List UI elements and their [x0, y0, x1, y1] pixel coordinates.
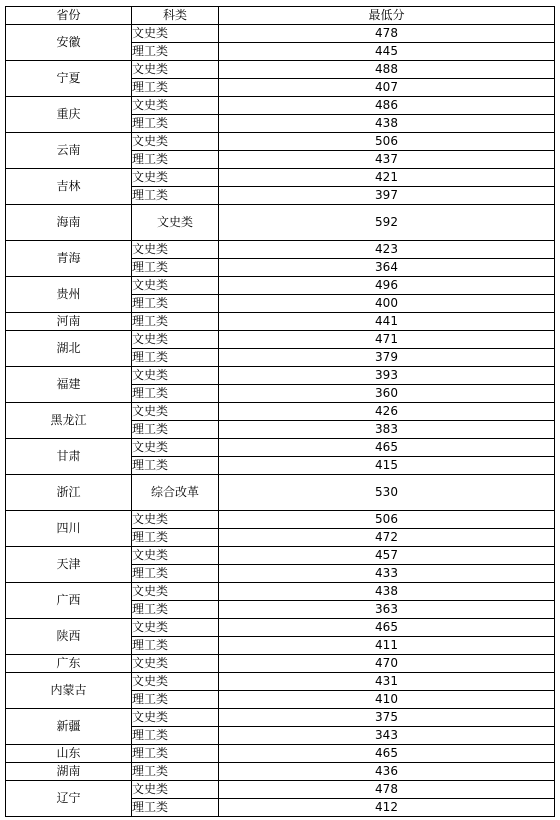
min-score-cell: 423: [219, 241, 555, 259]
category-cell: 文史类: [132, 169, 219, 187]
table-row: [6, 709, 555, 727]
table-row: [6, 619, 555, 637]
province-cell: 海南: [6, 205, 132, 241]
category-cell: 理工类: [132, 115, 219, 133]
province-cell: 青海: [6, 241, 132, 277]
min-score-cell: 506: [219, 511, 555, 529]
category-cell: 文史类: [132, 583, 219, 601]
min-score-cell: 411: [219, 637, 555, 655]
province-cell: 湖南: [6, 763, 132, 781]
province-cell: 云南: [6, 133, 132, 169]
table-row: [6, 331, 555, 349]
min-score-cell: 496: [219, 277, 555, 295]
province-cell: 陕西: [6, 619, 132, 655]
category-cell: 文史类: [132, 511, 219, 529]
province-cell: 天津: [6, 547, 132, 583]
table-row: [6, 97, 555, 115]
province-cell: 黑龙江: [6, 403, 132, 439]
min-score-cell: 488: [219, 61, 555, 79]
table-row: [6, 511, 555, 529]
category-cell: 理工类: [132, 187, 219, 205]
category-cell: 文史类: [132, 673, 219, 691]
category-cell: 理工类: [132, 421, 219, 439]
header-category: 科类: [132, 7, 219, 25]
category-cell: 理工类: [132, 79, 219, 97]
score-table: [5, 6, 555, 817]
min-score-cell: 379: [219, 349, 555, 367]
header-province: 省份: [6, 7, 132, 25]
min-score-cell: 375: [219, 709, 555, 727]
table-row: [6, 745, 555, 763]
category-cell: 综合改革: [132, 475, 219, 511]
category-cell: 理工类: [132, 349, 219, 367]
category-cell: 理工类: [132, 457, 219, 475]
min-score-cell: 472: [219, 529, 555, 547]
table-row: [6, 133, 555, 151]
province-cell: 山东: [6, 745, 132, 763]
province-cell: 重庆: [6, 97, 132, 133]
min-score-cell: 478: [219, 781, 555, 799]
table-row: [6, 583, 555, 601]
category-cell: 文史类: [132, 241, 219, 259]
category-cell: 文史类: [132, 367, 219, 385]
table-row: [6, 25, 555, 43]
category-cell: 理工类: [132, 43, 219, 61]
table-row: [6, 169, 555, 187]
province-cell: 广东: [6, 655, 132, 673]
header-row: [6, 7, 555, 25]
province-cell: 安徽: [6, 25, 132, 61]
min-score-cell: 383: [219, 421, 555, 439]
table-row: [6, 547, 555, 565]
table-row: [6, 313, 555, 331]
min-score-cell: 478: [219, 25, 555, 43]
province-cell: 广西: [6, 583, 132, 619]
min-score-cell: 421: [219, 169, 555, 187]
table-row: [6, 475, 555, 511]
min-score-cell: 393: [219, 367, 555, 385]
category-cell: 理工类: [132, 763, 219, 781]
category-cell: 文史类: [132, 205, 219, 241]
category-cell: 文史类: [132, 547, 219, 565]
min-score-cell: 426: [219, 403, 555, 421]
min-score-cell: 397: [219, 187, 555, 205]
category-cell: 文史类: [132, 97, 219, 115]
min-score-cell: 471: [219, 331, 555, 349]
min-score-cell: 465: [219, 745, 555, 763]
province-cell: 湖北: [6, 331, 132, 367]
min-score-cell: 470: [219, 655, 555, 673]
min-score-cell: 486: [219, 97, 555, 115]
category-cell: 理工类: [132, 313, 219, 331]
header-min-score: 最低分: [219, 7, 555, 25]
min-score-cell: 410: [219, 691, 555, 709]
min-score-cell: 437: [219, 151, 555, 169]
table-row: [6, 403, 555, 421]
province-cell: 宁夏: [6, 61, 132, 97]
min-score-cell: 407: [219, 79, 555, 97]
table-row: [6, 367, 555, 385]
category-cell: 文史类: [132, 331, 219, 349]
province-cell: 福建: [6, 367, 132, 403]
min-score-cell: 465: [219, 619, 555, 637]
category-cell: 理工类: [132, 295, 219, 313]
category-cell: 理工类: [132, 727, 219, 745]
category-cell: 理工类: [132, 637, 219, 655]
min-score-cell: 465: [219, 439, 555, 457]
min-score-cell: 412: [219, 799, 555, 817]
category-cell: 理工类: [132, 799, 219, 817]
min-score-cell: 592: [219, 205, 555, 241]
category-cell: 文史类: [132, 277, 219, 295]
min-score-cell: 438: [219, 115, 555, 133]
category-cell: 文史类: [132, 439, 219, 457]
min-score-cell: 360: [219, 385, 555, 403]
table-row: [6, 763, 555, 781]
table-row: [6, 673, 555, 691]
table-row: [6, 439, 555, 457]
min-score-cell: 436: [219, 763, 555, 781]
province-cell: 吉林: [6, 169, 132, 205]
category-cell: 文史类: [132, 709, 219, 727]
min-score-cell: 343: [219, 727, 555, 745]
province-cell: 新疆: [6, 709, 132, 745]
table-row: [6, 277, 555, 295]
category-cell: 理工类: [132, 529, 219, 547]
min-score-cell: 438: [219, 583, 555, 601]
province-cell: 河南: [6, 313, 132, 331]
table-row: [6, 241, 555, 259]
category-cell: 文史类: [132, 619, 219, 637]
min-score-cell: 364: [219, 259, 555, 277]
category-cell: 文史类: [132, 61, 219, 79]
min-score-cell: 441: [219, 313, 555, 331]
min-score-cell: 400: [219, 295, 555, 313]
province-cell: 四川: [6, 511, 132, 547]
province-cell: 浙江: [6, 475, 132, 511]
min-score-cell: 433: [219, 565, 555, 583]
category-cell: 理工类: [132, 565, 219, 583]
table-row: [6, 205, 555, 241]
category-cell: 文史类: [132, 781, 219, 799]
province-cell: 贵州: [6, 277, 132, 313]
score-table-body: [6, 7, 555, 817]
min-score-cell: 457: [219, 547, 555, 565]
category-cell: 理工类: [132, 385, 219, 403]
province-cell: 甘肃: [6, 439, 132, 475]
category-cell: 理工类: [132, 691, 219, 709]
province-cell: 辽宁: [6, 781, 132, 817]
table-row: [6, 781, 555, 799]
min-score-cell: 415: [219, 457, 555, 475]
category-cell: 文史类: [132, 25, 219, 43]
category-cell: 理工类: [132, 745, 219, 763]
category-cell: 文史类: [132, 655, 219, 673]
min-score-cell: 445: [219, 43, 555, 61]
table-row: [6, 655, 555, 673]
category-cell: 理工类: [132, 601, 219, 619]
category-cell: 文史类: [132, 133, 219, 151]
min-score-cell: 530: [219, 475, 555, 511]
min-score-cell: 431: [219, 673, 555, 691]
min-score-cell: 363: [219, 601, 555, 619]
table-row: [6, 61, 555, 79]
category-cell: 理工类: [132, 151, 219, 169]
category-cell: 理工类: [132, 259, 219, 277]
min-score-cell: 506: [219, 133, 555, 151]
category-cell: 文史类: [132, 403, 219, 421]
province-cell: 内蒙古: [6, 673, 132, 709]
